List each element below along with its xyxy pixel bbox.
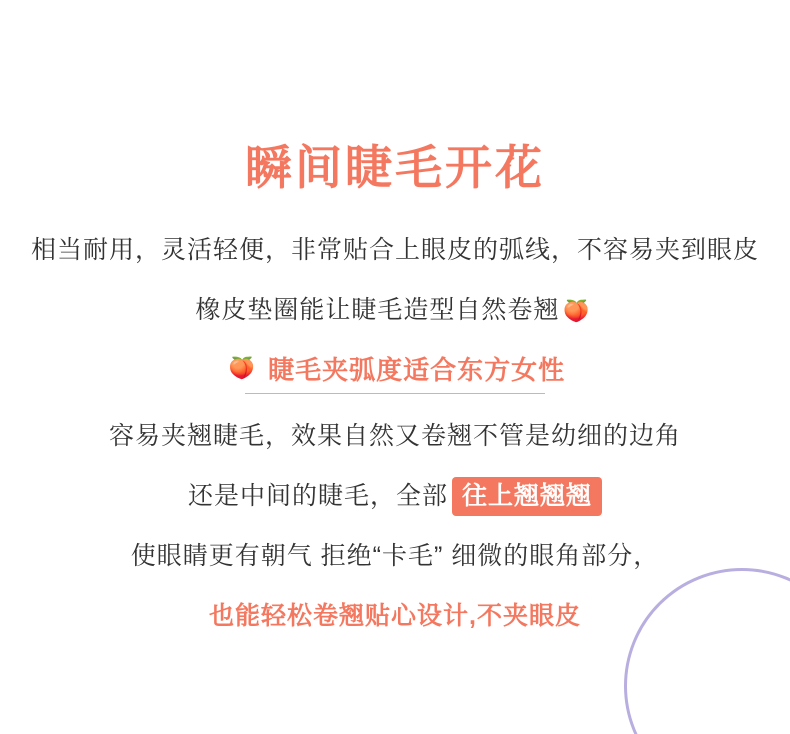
section-subheading-label: 睫毛夹弧度适合东方女性 (268, 355, 566, 386)
description-line-3: 容易夹翘睫毛，效果自然又卷翘不管是幼细的边角 (108, 422, 681, 451)
description-line-4 (0, 476, 790, 516)
description-line-6-accent: 也能轻松卷翘贴心设计,不夹眼皮 (209, 602, 581, 631)
description-line-4-prefix: 还是中间的睫毛，全部 (187, 482, 448, 511)
description-line-1: 相当耐用，灵活轻便，非常贴合上眼皮的弧线，不容易夹到眼皮 (30, 236, 759, 265)
divider (245, 393, 545, 394)
description-line-2-text: 橡皮垫圈能让睫毛造型自然卷翘 (195, 296, 560, 325)
highlight-badge: 往上翘翘翘 (452, 477, 602, 516)
page-title: 瞬间睫毛开花 (245, 141, 545, 194)
section-subheading (0, 350, 790, 387)
description-line-5: 使眼睛更有朝气 拒绝“卡毛” 细微的眼角部分， (130, 542, 660, 571)
peach-icon: 🍑 (563, 299, 591, 323)
description-line-2 (0, 290, 790, 330)
peach-icon: 🍑 (228, 356, 257, 380)
